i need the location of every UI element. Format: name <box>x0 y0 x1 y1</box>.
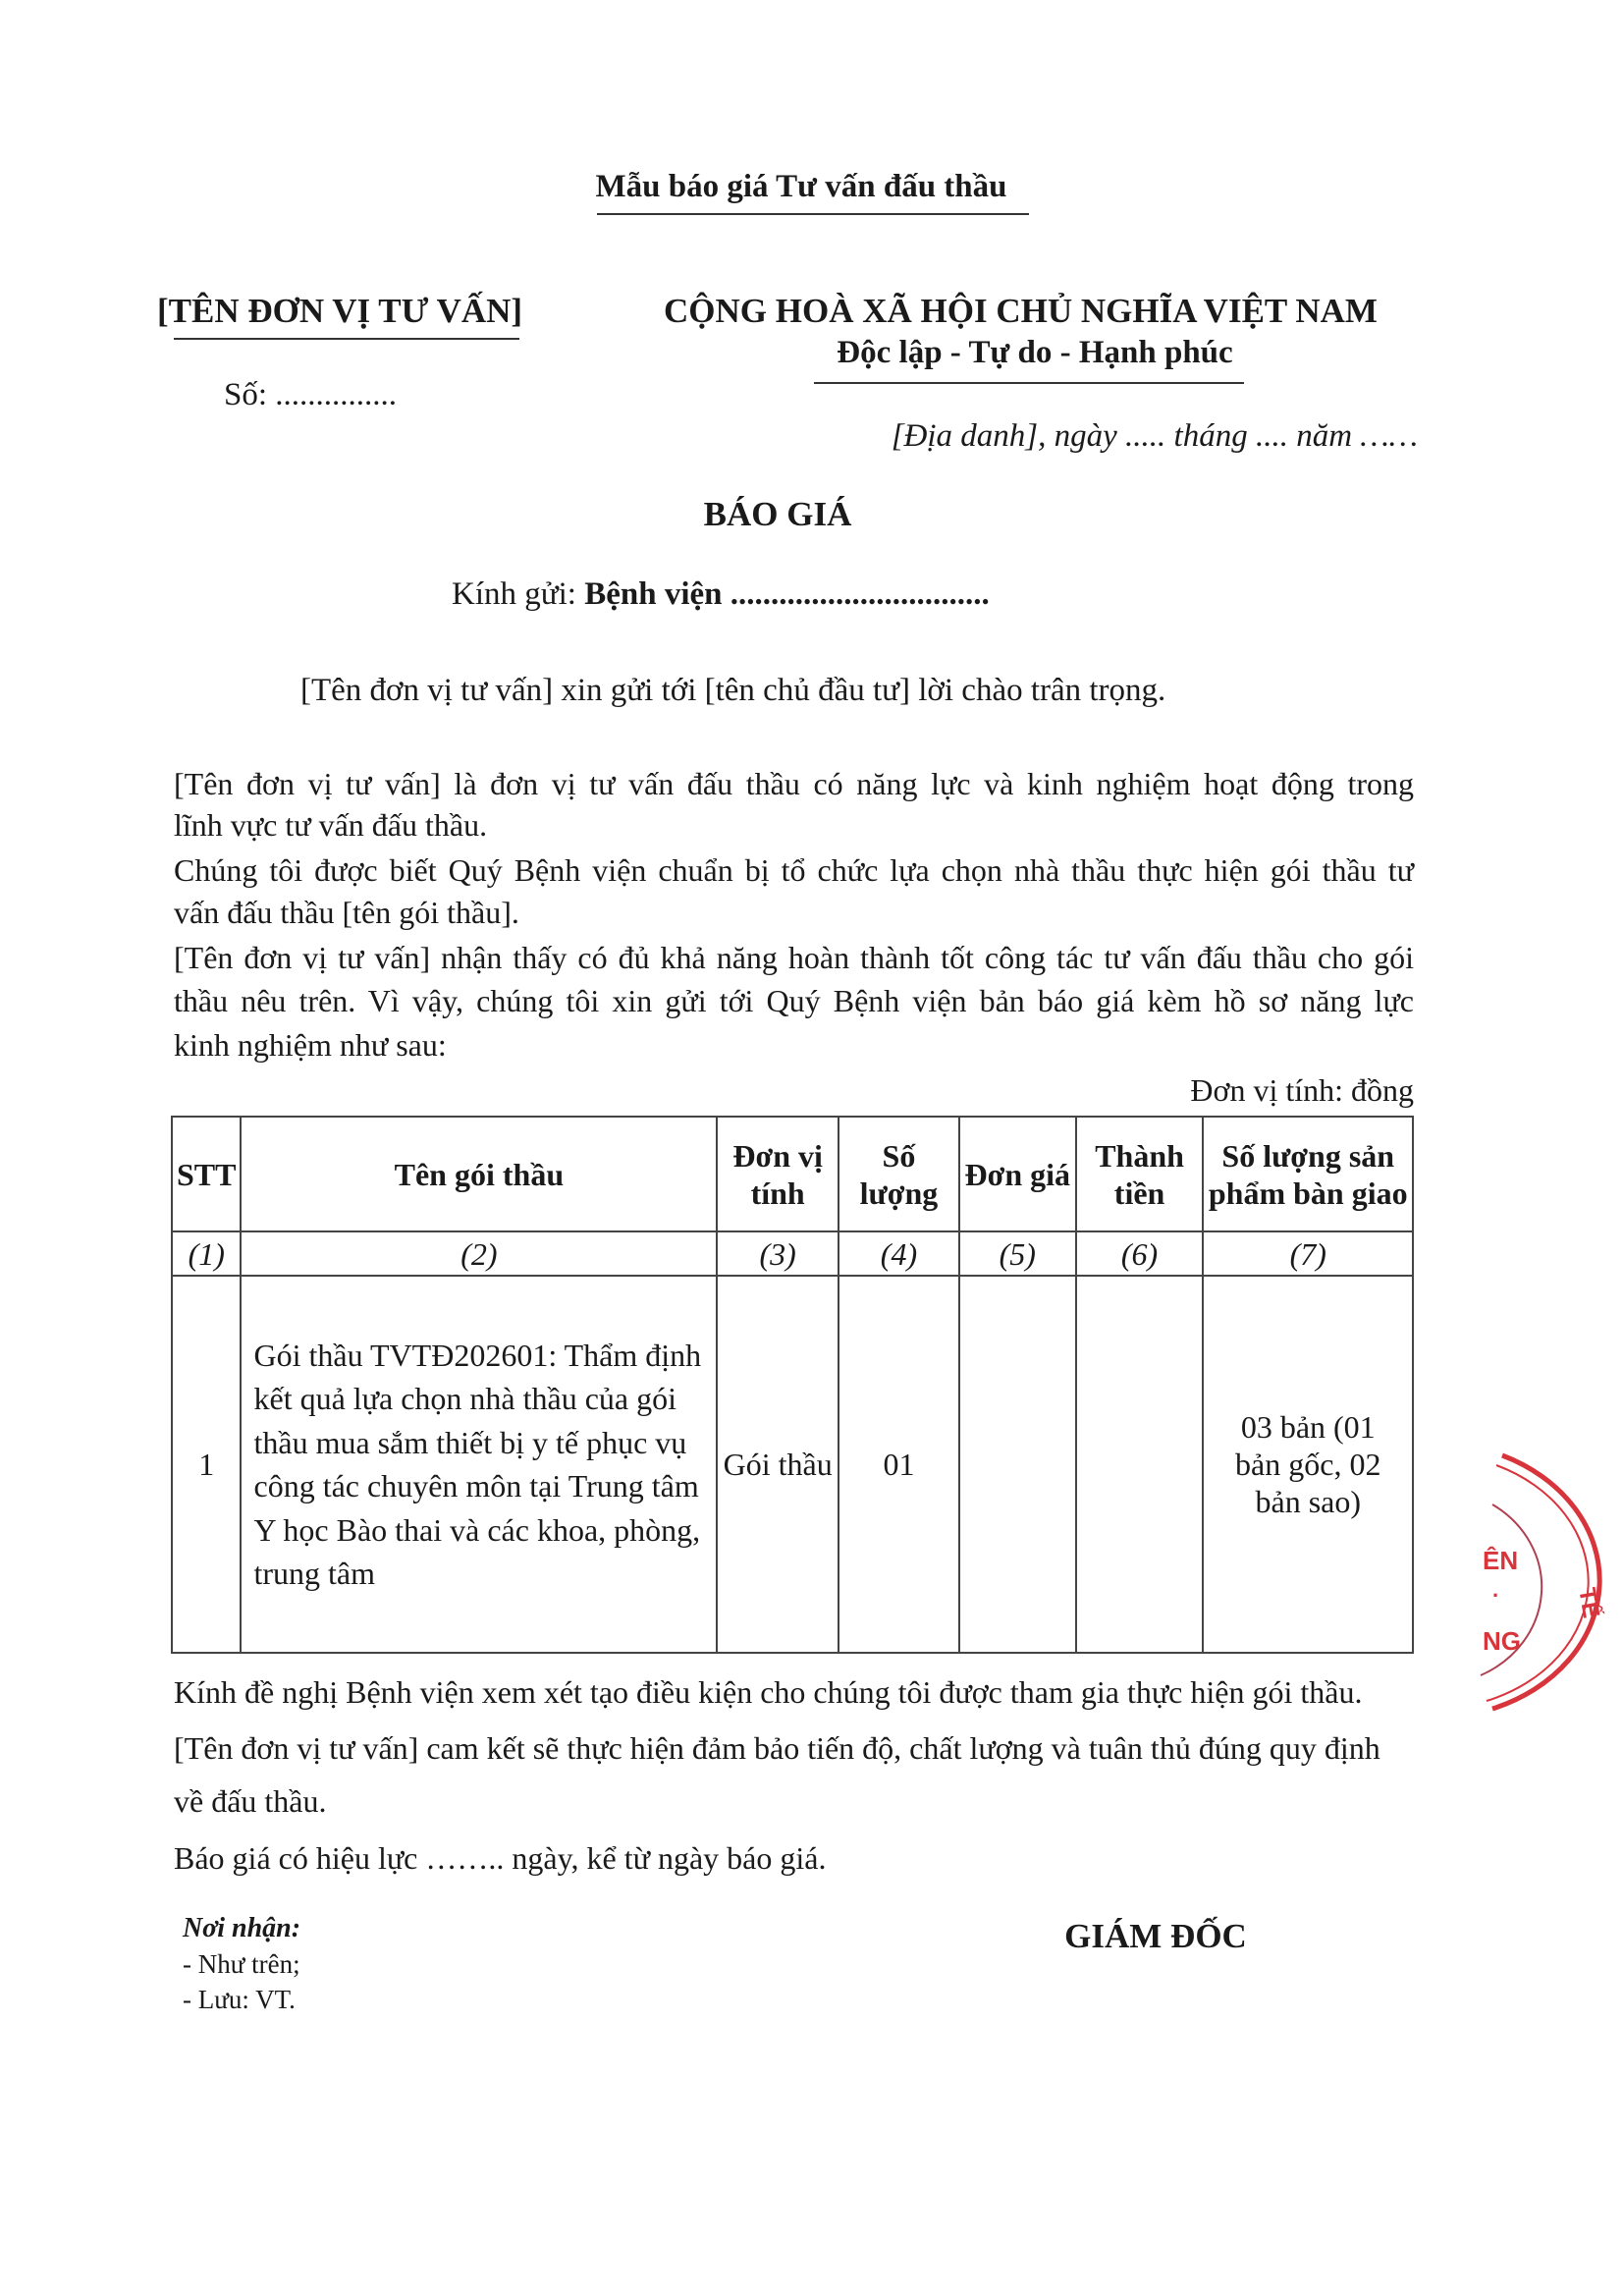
quote-table <box>171 1116 1414 1654</box>
stamp-text: NG <box>1483 1626 1521 1656</box>
cell-package-name: Gói thầu TVTĐ202601: Thẩm định kết quả lựa chọn nhà thầu của gói thầu mua sắm thiết bị y tế phục vụ công tác chuyên môn tại Trung tâm Y học Bào thai và các khoa, phòng, trung tâm <box>241 1276 717 1653</box>
column-number: (2) <box>241 1231 717 1276</box>
stamp-text: · <box>1492 1583 1500 1608</box>
place-date: [Địa danh], ngày ..... tháng .... năm …… <box>891 418 1418 454</box>
cell-quantity: 01 <box>839 1276 959 1653</box>
header-stt: STT <box>172 1117 241 1231</box>
column-number: (3) <box>717 1231 839 1276</box>
column-number: (5) <box>959 1231 1076 1276</box>
recipients-label: Nơi nhận: <box>183 1913 301 1943</box>
unit-note: Đơn vị tính: đồng <box>1190 1072 1414 1108</box>
body-line: kinh nghiệm như sau: <box>174 1027 447 1063</box>
cell-total <box>1076 1276 1204 1653</box>
body-line: lĩnh vực tư vấn đấu thầu. <box>174 807 488 843</box>
header-unit-price: Đơn giá <box>959 1117 1076 1231</box>
closing-line: về đấu thầu. <box>174 1783 327 1819</box>
doc-title: BÁO GIÁ <box>703 495 852 533</box>
closing-line: Kính đề nghị Bệnh viện xem xét tạo điều kiện cho chúng tôi được tham gia thực hiện gói thầu. <box>174 1674 1363 1710</box>
closing-line: Báo giá có hiệu lực …….. ngày, kể từ ngày báo giá. <box>174 1840 827 1876</box>
body-line: [Tên đơn vị tư vấn] nhận thấy có đủ khả năng hoàn thành tốt công tác tư vấn đấu thầu cho gói <box>174 940 1414 975</box>
body-line: Chúng tôi được biết Quý Bệnh viện chuẩn bị tổ chức lựa chọn nhà thầu thực hiện gói thầu tư <box>174 852 1414 888</box>
header-unit: Đơn vị tính <box>717 1117 839 1231</box>
column-number: (1) <box>172 1231 241 1276</box>
stamp-text: TẾ <box>1573 1585 1605 1620</box>
country-name: CỘNG HOÀ XÃ HỘI CHỦ NGHĨA VIỆT NAM <box>664 292 1378 330</box>
header-total: Thành tiền <box>1076 1117 1204 1231</box>
divider <box>174 338 519 340</box>
recipient: Bệnh viện ................................ <box>584 576 990 612</box>
header-quantity: Số lượng <box>839 1117 959 1231</box>
column-number-row <box>172 1231 1413 1276</box>
divider <box>597 213 1029 215</box>
signature-title: GIÁM ĐỐC <box>1064 1917 1247 1955</box>
org-name: [TÊN ĐƠN VỊ TƯ VẤN] <box>157 292 523 330</box>
greeting: [Tên đơn vị tư vấn] xin gửi tới [tên chủ đầu tư] lời chào trân trọng. <box>300 673 1166 708</box>
cell-deliverables: 03 bản (01 bản gốc, 02 bản sao) <box>1203 1276 1413 1653</box>
closing-line: [Tên đơn vị tư vấn] cam kết sẽ thực hiện đảm bảo tiến độ, chất lượng và tuân thủ đúng quy định <box>174 1730 1380 1766</box>
motto: Độc lập - Tự do - Hạnh phúc <box>837 335 1233 370</box>
recipient-item: - Lưu: VT. <box>183 1985 296 2014</box>
divider <box>814 382 1244 384</box>
red-stamp <box>1473 1444 1623 1719</box>
recipient-item: - Như trên; <box>183 1949 300 1979</box>
table-header-row <box>172 1117 1413 1231</box>
stamp-ring <box>1487 1465 1589 1701</box>
document-number: Số: ............... <box>224 377 398 412</box>
recipient-label: Kính gửi: <box>452 576 576 612</box>
table-row <box>172 1276 1413 1653</box>
body-line: thầu nêu trên. Vì vậy, chúng tôi xin gửi tới Quý Bệnh viện bản báo giá kèm hồ sơ năng lực <box>174 983 1414 1018</box>
body-line: [Tên đơn vị tư vấn] là đơn vị tư vấn đấu thầu có năng lực và kinh nghiệm hoạt động trong <box>174 766 1414 801</box>
body-line: vấn đấu thầu [tên gói thầu]. <box>174 895 519 930</box>
column-number: (7) <box>1203 1231 1413 1276</box>
cell-stt: 1 <box>172 1276 241 1653</box>
column-number: (4) <box>839 1231 959 1276</box>
column-number: (6) <box>1076 1231 1204 1276</box>
header-deliverables: Số lượng sản phẩm bàn giao <box>1203 1117 1413 1231</box>
form-title: Mẫu báo giá Tư vấn đấu thầu <box>595 169 1007 204</box>
header-package-name: Tên gói thầu <box>241 1117 717 1231</box>
cell-unit-price <box>959 1276 1076 1653</box>
cell-unit: Gói thầu <box>717 1276 839 1653</box>
stamp-text: ÊN <box>1483 1546 1519 1575</box>
